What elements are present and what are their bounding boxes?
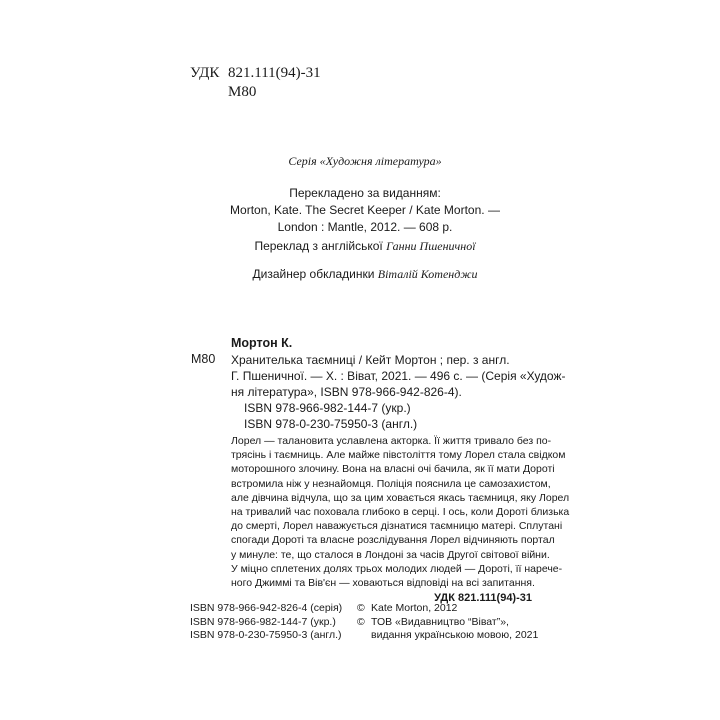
original-edition — [210, 185, 520, 236]
isbn-list — [190, 602, 342, 643]
annotation-line: на тривалий час поховала глибоко в серці. І ось, коли Дороті близька — [231, 506, 570, 519]
edition-line: London : Mantle, 2012. — 608 p. — [277, 220, 453, 234]
catalog-mark: М80 — [191, 352, 216, 366]
catalog-line: Хранителька таємниці / Кейт Мортон ; пер. з англ. — [231, 353, 510, 367]
catalog-author: Мортон К. — [231, 336, 293, 350]
designer-prefix: Дизайнер обкладинки — [252, 267, 378, 281]
annotation-line: трясінь і таємниць. Але майже півстоліття тому Лорел стала свідком — [231, 449, 566, 462]
catalog-isbn-ukr: ISBN 978-966-982-144-7 (укр.) — [244, 401, 411, 415]
annotation-line: моторошного злочину. Вона на власні очі бачила, як її мати Дороті — [231, 463, 555, 476]
catalog-isbn-eng: ISBN 978-0-230-75950-3 (англ.) — [244, 417, 418, 431]
copyright-line: Kate Morton, 2012 — [371, 602, 458, 614]
catalog-line: Г. Пшеничної. — Х. : Віват, 2021. — 496 с. — (Серія «Худож- — [231, 369, 566, 383]
annotation-line: У міцно сплетених долях трьох молодих людей — Дороті, її нарече- — [231, 562, 563, 575]
annotation-line: у минуле: те, що сталося в Лондоні за часів Другої світової війни. — [231, 548, 550, 561]
edition-line: Morton, Kate. The Secret Keeper / Kate Morton. — — [230, 203, 500, 217]
annotation-line: ного Джиммі та Вів'єн — ховаються відповіді на всі запитання. — [231, 577, 535, 590]
copyright-symbol: © — [357, 615, 365, 628]
designer-credit — [210, 266, 520, 283]
copyright-line: видання українською мовою, 2021 — [371, 629, 539, 641]
catalog-description — [231, 352, 566, 400]
copyright-block — [357, 602, 538, 643]
designer-name: Віталій Котенджи — [377, 267, 478, 281]
copyright-symbol: © — [357, 602, 365, 614]
udk-label: УДК — [190, 65, 220, 81]
isbn-item: ISBN 978-0-230-75950-3 (англ.) — [190, 629, 342, 641]
translator-credit — [210, 238, 520, 255]
isbn-item: ISBN 978-966-982-144-7 (укр.) — [190, 615, 336, 628]
udk-header — [190, 64, 321, 102]
series-line: Серія «Художня література» — [288, 154, 442, 168]
edition-line: Перекладено за виданням: — [289, 186, 441, 200]
annotation-line: встромила ніж у незнайомця. Поліція пояснила це самозахистом, — [231, 477, 551, 490]
annotation-line: спогади Дороті та власне розслідування Лорел відчиняють портал — [231, 534, 555, 547]
udk-code: 821.111(94)-31 — [228, 65, 321, 81]
annotation-line: Лорел — талановита уславлена акторка. Її життя тривало без по- — [231, 435, 552, 447]
author-mark: М80 — [228, 84, 257, 100]
catalog-line: ня література», ISBN 978-966-942-826-4). — [231, 385, 462, 399]
annotation-line: до смерті, Лорел наважується дізнатися таємницю матері. Сплутані — [231, 520, 563, 533]
translator-name: Ганни Пшеничної — [386, 239, 476, 253]
annotation-line: але дівчина відчула, що за цим ховається якась таємниця, яку Лорел — [231, 491, 570, 504]
udk-bottom: УДК 821.111(94)-31 — [434, 592, 532, 604]
translator-prefix: Переклад з англійської — [254, 239, 387, 253]
isbn-item: ISBN 978-966-942-826-4 (серія) — [190, 602, 343, 614]
annotation — [231, 434, 570, 590]
copyright-line: ТОВ «Видавництво “Віват”», — [371, 615, 509, 628]
